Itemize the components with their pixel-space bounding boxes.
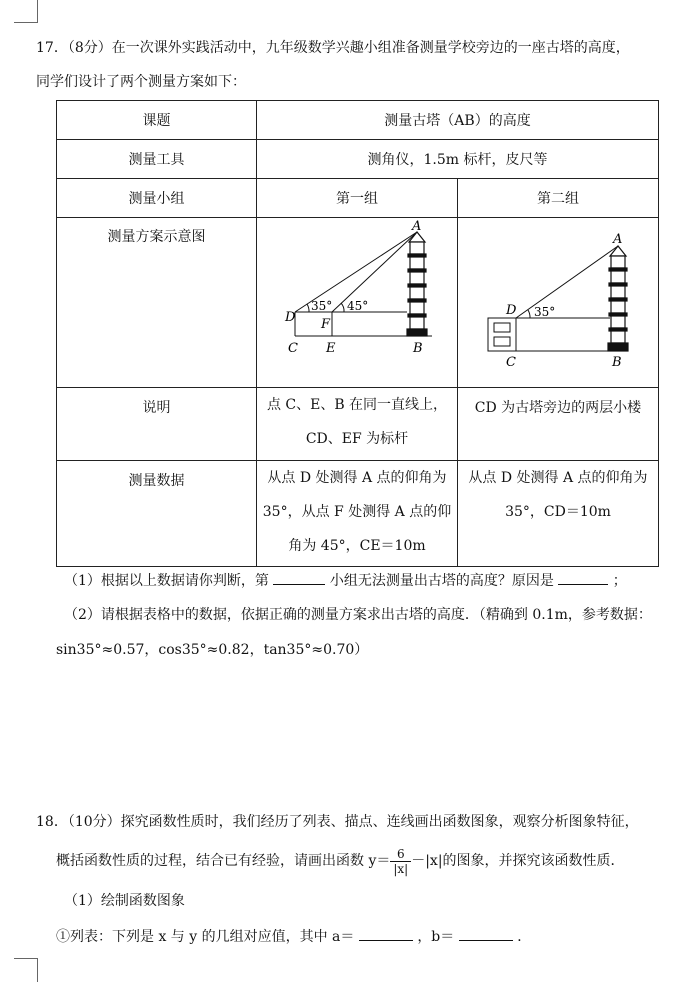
group1-header: 第一组 bbox=[257, 179, 458, 218]
q17-sub1-text-b: 小组无法测量出古塔的高度？原因是 bbox=[329, 573, 554, 589]
data1-line3: 角为 45°，CE＝10m bbox=[288, 538, 426, 554]
label-D: D bbox=[285, 310, 296, 325]
data1-line1: 从点 D 处测得 A 点的仰角为 bbox=[267, 470, 447, 486]
fraction-denominator: |x| bbox=[393, 861, 409, 876]
fraction bbox=[390, 847, 411, 876]
label-C: C bbox=[288, 341, 298, 356]
tower-icon bbox=[407, 232, 427, 336]
label-A: A bbox=[613, 232, 623, 247]
q17-sub1 bbox=[64, 570, 697, 591]
tools-label: 测量工具 bbox=[57, 140, 257, 179]
answer-blank-a[interactable] bbox=[359, 926, 413, 941]
corner-mark-bottom-left-v bbox=[37, 958, 38, 982]
diagram1-figure bbox=[257, 218, 457, 383]
answer-blank-b[interactable] bbox=[459, 926, 513, 941]
label-F: F bbox=[321, 317, 331, 332]
label-C: C bbox=[506, 355, 516, 370]
topic-value: 测量古塔（AB）的高度 bbox=[257, 101, 659, 140]
label-B: B bbox=[413, 341, 423, 356]
label-B: B bbox=[612, 355, 622, 370]
q18-item1-text-a: ①列表：下列是 x 与 y 的几组对应值，其中 a＝ bbox=[56, 929, 355, 945]
q18-stem-line2-a: 概括函数性质的过程，结合已有经验，请画出函数 y＝ bbox=[56, 853, 391, 869]
angle-35: 35° bbox=[534, 305, 556, 319]
q17-sub1-text-c: ； bbox=[612, 573, 627, 589]
q18-item1-text-b: ，b＝ bbox=[417, 929, 455, 945]
answer-blank-group[interactable] bbox=[273, 570, 325, 585]
angle-35: 35° bbox=[311, 299, 333, 313]
q18-item1-text-c: ． bbox=[517, 929, 532, 945]
answer-blank-reason[interactable] bbox=[558, 570, 608, 585]
diagram2-cell bbox=[458, 218, 659, 388]
corner-mark-bottom-left-h bbox=[14, 958, 38, 959]
q17-sub1-text-a: （1）根据以上数据请你判断，第 bbox=[64, 573, 269, 589]
diagram1-cell bbox=[257, 218, 458, 388]
q18-stem-line2-b: －|x|的图象，并探究该函数性质． bbox=[411, 853, 625, 869]
q17-stem-line2: 同学们设计了两个测量方案如下： bbox=[36, 74, 246, 90]
q17-sub2-line1: （2）请根据表格中的数据，依据正确的测量方案求出古塔的高度．（精确到 0.1m，参考数据： bbox=[64, 607, 652, 623]
data-label: 测量数据 bbox=[57, 461, 257, 567]
angle-45: 45° bbox=[347, 299, 369, 313]
note1-line2: CD、EF 为标杆 bbox=[305, 431, 409, 447]
label-D: D bbox=[506, 303, 517, 318]
q18-sub1: （1）绘制函数图象 bbox=[64, 893, 185, 909]
data1-line2: 35°，从点 F 处测得 A 点的仰 bbox=[262, 504, 452, 520]
note1-cell bbox=[257, 388, 458, 461]
q17-sub2-line2: sin35°≈0.57，cos35°≈0.82，tan35°≈0.70） bbox=[56, 642, 369, 658]
tools-value: 测角仪，1.5m 标杆，皮尺等 bbox=[257, 140, 659, 179]
q18-stem-line2 bbox=[56, 846, 697, 876]
group2-header: 第二组 bbox=[458, 179, 659, 218]
diagram-label: 测量方案示意图 bbox=[57, 218, 257, 388]
diagram2-figure bbox=[458, 218, 658, 383]
q18-stem-line1: 18．（10分）探究函数性质时，我们经历了列表、描点、连线画出函数图象，观察分析图象特征， bbox=[36, 814, 639, 830]
group-label: 测量小组 bbox=[57, 179, 257, 218]
corner-mark-top-left-v bbox=[37, 0, 38, 22]
q17-stem-line1: 17．（8分）在一次课外实践活动中，九年级数学兴趣小组准备测量学校旁边的一座古塔的高度， bbox=[36, 40, 630, 56]
label-E: E bbox=[326, 341, 336, 356]
note2-cell: CD 为古塔旁边的两层小楼 bbox=[458, 388, 659, 461]
data2-cell bbox=[458, 461, 659, 567]
q18-item1 bbox=[56, 926, 697, 947]
tower-icon bbox=[608, 246, 628, 351]
topic-label: 课题 bbox=[57, 101, 257, 140]
data2-line2: 35°，CD＝10m bbox=[505, 504, 611, 520]
label-A: A bbox=[412, 219, 422, 234]
fraction-numerator: 6 bbox=[390, 847, 411, 862]
note1-line1: 点 C、E、B 在同一直线上， bbox=[266, 397, 448, 413]
note-label: 说明 bbox=[57, 388, 257, 461]
corner-mark-top-left-h bbox=[14, 22, 38, 23]
data1-cell bbox=[257, 461, 458, 567]
data2-line1: 从点 D 处测得 A 点的仰角为 bbox=[468, 470, 648, 486]
measurement-table bbox=[56, 100, 659, 567]
